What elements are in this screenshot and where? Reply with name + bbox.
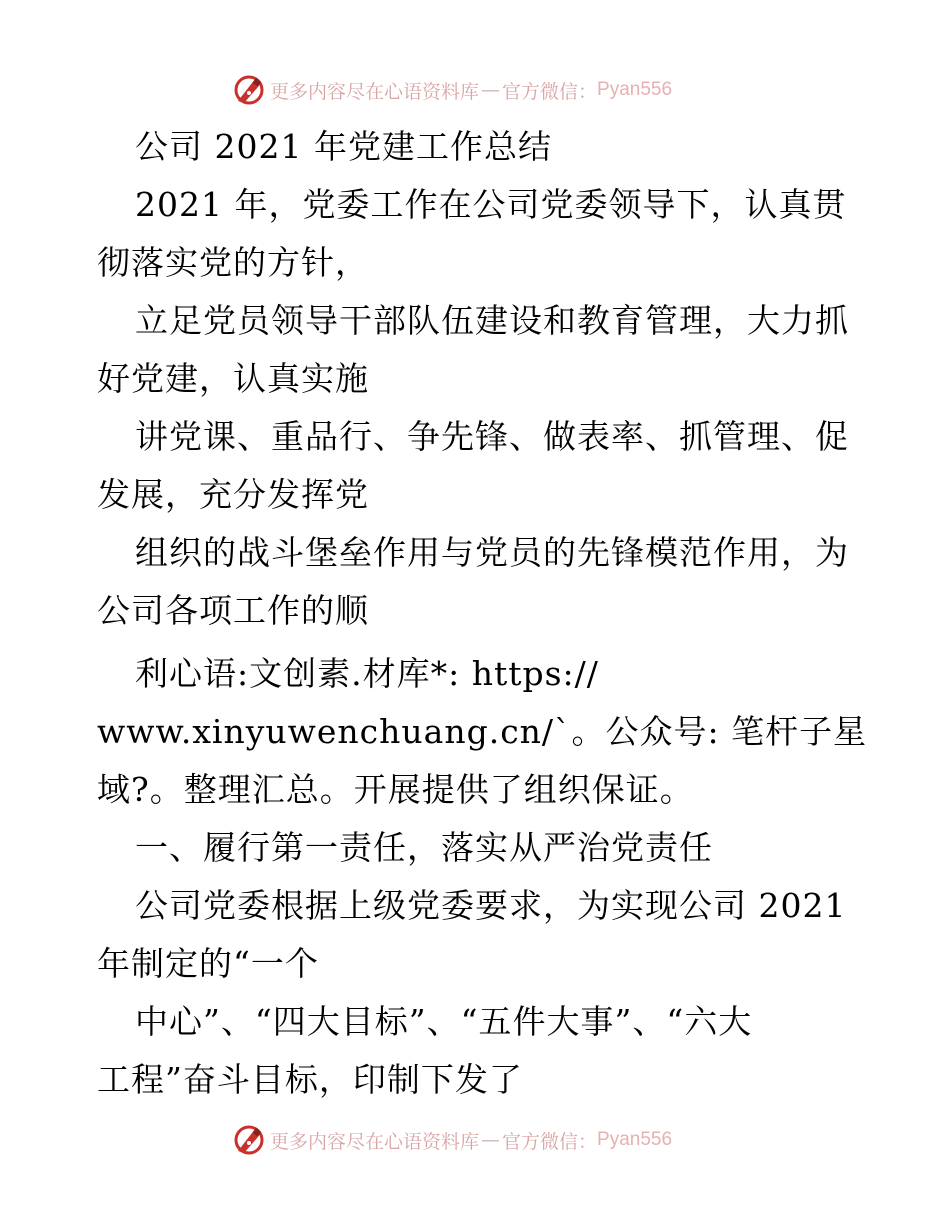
watermark-site-text: 更多内容尽在心语资料库 [270,80,480,103]
watermark-dash: — [481,79,501,101]
paragraph-line: 公司党委根据上级党委要求，为实现公司 2021 [135,886,847,925]
document-title: 公司 2021 年党建工作总结 [135,127,552,166]
watermark-header [232,72,672,108]
paragraph-line: 年制定的“一个 [97,944,319,983]
watermark-footer [232,1122,672,1158]
paragraph-line: 域?。整理汇总。开展提供了组织保证。 [97,770,694,809]
paragraph-line: 2021 年，党委工作在公司党委领导下，认真贯 [135,185,847,224]
section-heading: 一、履行第一责任，落实从严治党责任 [135,828,713,867]
paragraph-line: 好党建，认真实施 [97,359,369,398]
paragraph-line: 工程”奋斗目标，印制下发了 [97,1060,523,1099]
pen-nib-logo-icon [232,73,266,107]
paragraph-line: 讲党课、重品行、争先锋、做表率、抓管理、促 [135,417,849,456]
paragraph-line: 利心语:文创素.材库*: https:// [135,654,599,693]
watermark-dash: — [481,1129,501,1151]
watermark-wechat-id: Pyan556 [597,1129,673,1150]
watermark-site-text: 更多内容尽在心语资料库 [270,1130,480,1153]
paragraph-line: 中心”、“四大目标”、“五件大事”、“六大 [135,1002,753,1041]
watermark-official-label: 官方微信： [502,1130,598,1153]
pen-nib-logo-icon [232,1123,266,1157]
paragraph-line: 立足党员领导干部队伍建设和教育管理，大力抓 [135,301,849,340]
paragraph-line: 组织的战斗堡垒作用与党员的先锋模范作用，为 [135,533,849,572]
watermark-wechat-id: Pyan556 [597,79,673,100]
paragraph-line: 发展，充分发挥党 [97,475,369,514]
watermark-official-label: 官方微信： [502,80,598,103]
paragraph-line: 彻落实党的方针， [97,243,369,282]
paragraph-line: www.xinyuwenchuang.cn/`。公众号: 笔杆子星 [97,712,868,751]
paragraph-line: 公司各项工作的顺 [97,591,369,630]
